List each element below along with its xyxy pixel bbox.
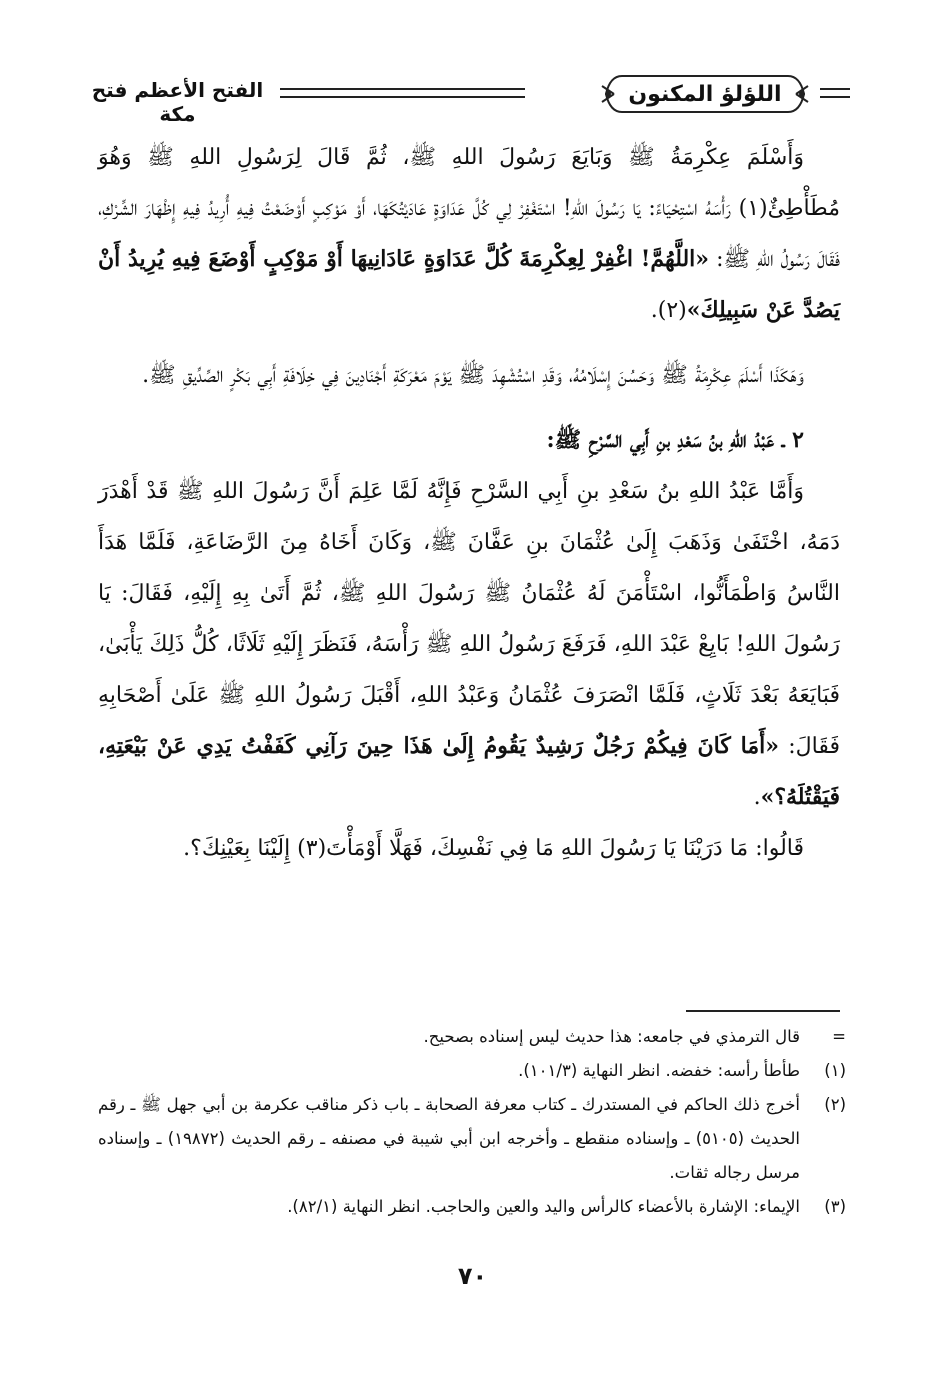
footnote-text: أخرج ذلك الحاكم في المستدرك ـ كتاب معرفة الصحابة ـ باب ذكر مناقب عكرمة بن أبي جهل ﷺ ـ رقم الحديث (٥١٠٥) ـ وإسناده منقطع ـ وأخرجه ابن أبي شيبة في مصنفه ـ رقم الحديث (١٩٨٧٢) ـ وإسناده مرسل رجاله ثقات. [98,1095,801,1182]
paragraph-1-quote: «اللَّهُمَّ! اغْفِرْ لِعِكْرِمَةَ كُلَّ عَدَاوَةٍ عَادَانِيهَا أَوْ مَوْكِبٍ أَوْضَعَ فِيهِ يُرِيدُ أَنْ يَصُدَّ عَنْ سَبِيلِكَ» [98,246,840,323]
footnote-marker: (١) [824,1061,846,1080]
paragraph-1-text: وَأَسْلَمَ عِكْرِمَةُ ﷺ وَبَايَعَ رَسُولَ اللهِ ﷺ، ثُمَّ قَالَ لِرَسُولِ اللهِ ﷺ وَهُوَ مُطَأْطِئٌ(١) رَأْسَهُ اسْتِحْيَاءً: يَا رَسُولَ اللهِ! اسْتَغْفِرْ لِي كُلَّ عَدَاوَةٍ عَادَيْتُكَهَا، أَوْ مَوْكِبٍ أَوْضَعْتُ فِيهِ أُرِيدُ فِيهِ إِظْهَارَ الشِّرْكِ، فَقَالَ رَسُولُ اللهِ ﷺ: [98,145,841,272]
main-text [98,132,840,874]
chapter-title: الفتح الأعظم فتح مكة [91,78,264,126]
book-title: اللؤلؤ المكنون [628,81,782,107]
footnote-marker: (٣) [824,1197,846,1216]
paragraph-3-text: وَأَمَّا عَبْدُ اللهِ بنُ سَعْدِ بنِ أَبِي السَّرْحِ فَإِنَّهُ لَمَّا عَلِمَ أَنَّ رَسُولَ اللهِ ﷺ قَدْ أَهْدَرَ دَمَهُ، اخْتَفَىٰ وَذَهَبَ إِلَىٰ عُثْمَانَ بنِ عَفَّانَ ﷺ، وَكَانَ أَخَاهُ مِنَ الرَّضَاعَةِ، فَلَمَّا هَدَأَ النَّاسُ وَاطْمَأَنُّوا، اسْتَأْمَنَ لَهُ عُثْمَانُ ﷺ رَسُولَ اللهِ ﷺ، ثُمَّ أَتَىٰ بِهِ إِلَيْهِ، فَقَالَ: يَا رَسُولَ اللهِ! بَايِعْ عَبْدَ اللهِ، فَرَفَعَ رَسُولُ اللهِ ﷺ رَأْسَهُ، فَنَظَرَ إِلَيْهِ ثَلَاثًا، كُلُّ ذَلِكَ يَأْبَىٰ، فَبَايَعَهُ بَعْدَ ثَلَاثٍ، فَلَمَّا انْصَرَفَ عُثْمَانُ وَعَبْدُ اللهِ، أَقْبَلَ رَسُولُ اللهِ ﷺ عَلَىٰ أَصْحَابِهِ فَقَالَ: [98,479,840,759]
paragraph-3 [98,466,840,823]
footnote-text: الإيماء: الإشارة بالأعضاء كالرأس واليد والعين والحاجب. انظر النهاية (٨٢/١). [287,1197,800,1216]
book-title-cartouche [600,68,810,120]
footnote-text: طأطأ رأسه: خفضه. انظر النهاية (١٠١/٣). [518,1061,800,1080]
paragraph-1-end: (٢). [650,298,687,323]
paragraph-4: قَالُوا: مَا دَرَيْنَا يَا رَسُولَ اللهِ مَا فِي نَفْسِكَ، فَهَلَّا أَوْمَأْتَ(٣) إِلَيْنَا بِعَيْنِكَ؟. [183,836,804,861]
running-header [80,58,850,130]
footnote [98,1054,846,1088]
footnote-marker: = [832,1027,846,1046]
footnote [98,1020,846,1054]
footnote [98,1190,846,1224]
subheading: ٢ ـ عَبْدُ اللهِ بنُ سَعْدِ بنِ أَبِي السَّرْحِ ﷺ: [546,427,804,453]
footnote-marker: (٢) [824,1095,846,1114]
paragraph-3-end: . [753,785,761,810]
paragraph-3-quote: «أَمَا كَانَ فِيكُمْ رَجُلٌ رَشِيدٌ يَقُومُ إِلَىٰ هَذَا حِينَ رَآنِي كَفَفْتُ يَدِي عَنْ بَيْعَتِهِ، فَيَقْتُلَهُ؟» [98,733,840,810]
footnote-divider [686,1010,840,1012]
header-rule-left [280,88,525,98]
paragraph-1 [98,132,840,336]
footnote [98,1088,846,1190]
footnotes [98,1020,846,1224]
footnote-text: قال الترمذي في جامعه: هذا حديث ليس إسناده بصحيح. [423,1027,800,1046]
paragraph-2: وَهَكَذَا أَسْلَمَ عِكْرِمَةُ ﷺ وَحَسُنَ إِسْلَامُهُ، وَقَدِ اسْتُشْهِدَ ﷺ يَوْمَ مَعْرَكَةِ أَجْنَادِينَ فِي خِلَافَةِ أَبِي بَكْرٍ الصِّدِّيقِ ﷺ. [142,363,804,388]
page-number: ٧٠ [457,1262,488,1290]
header-rule-right [820,88,850,98]
